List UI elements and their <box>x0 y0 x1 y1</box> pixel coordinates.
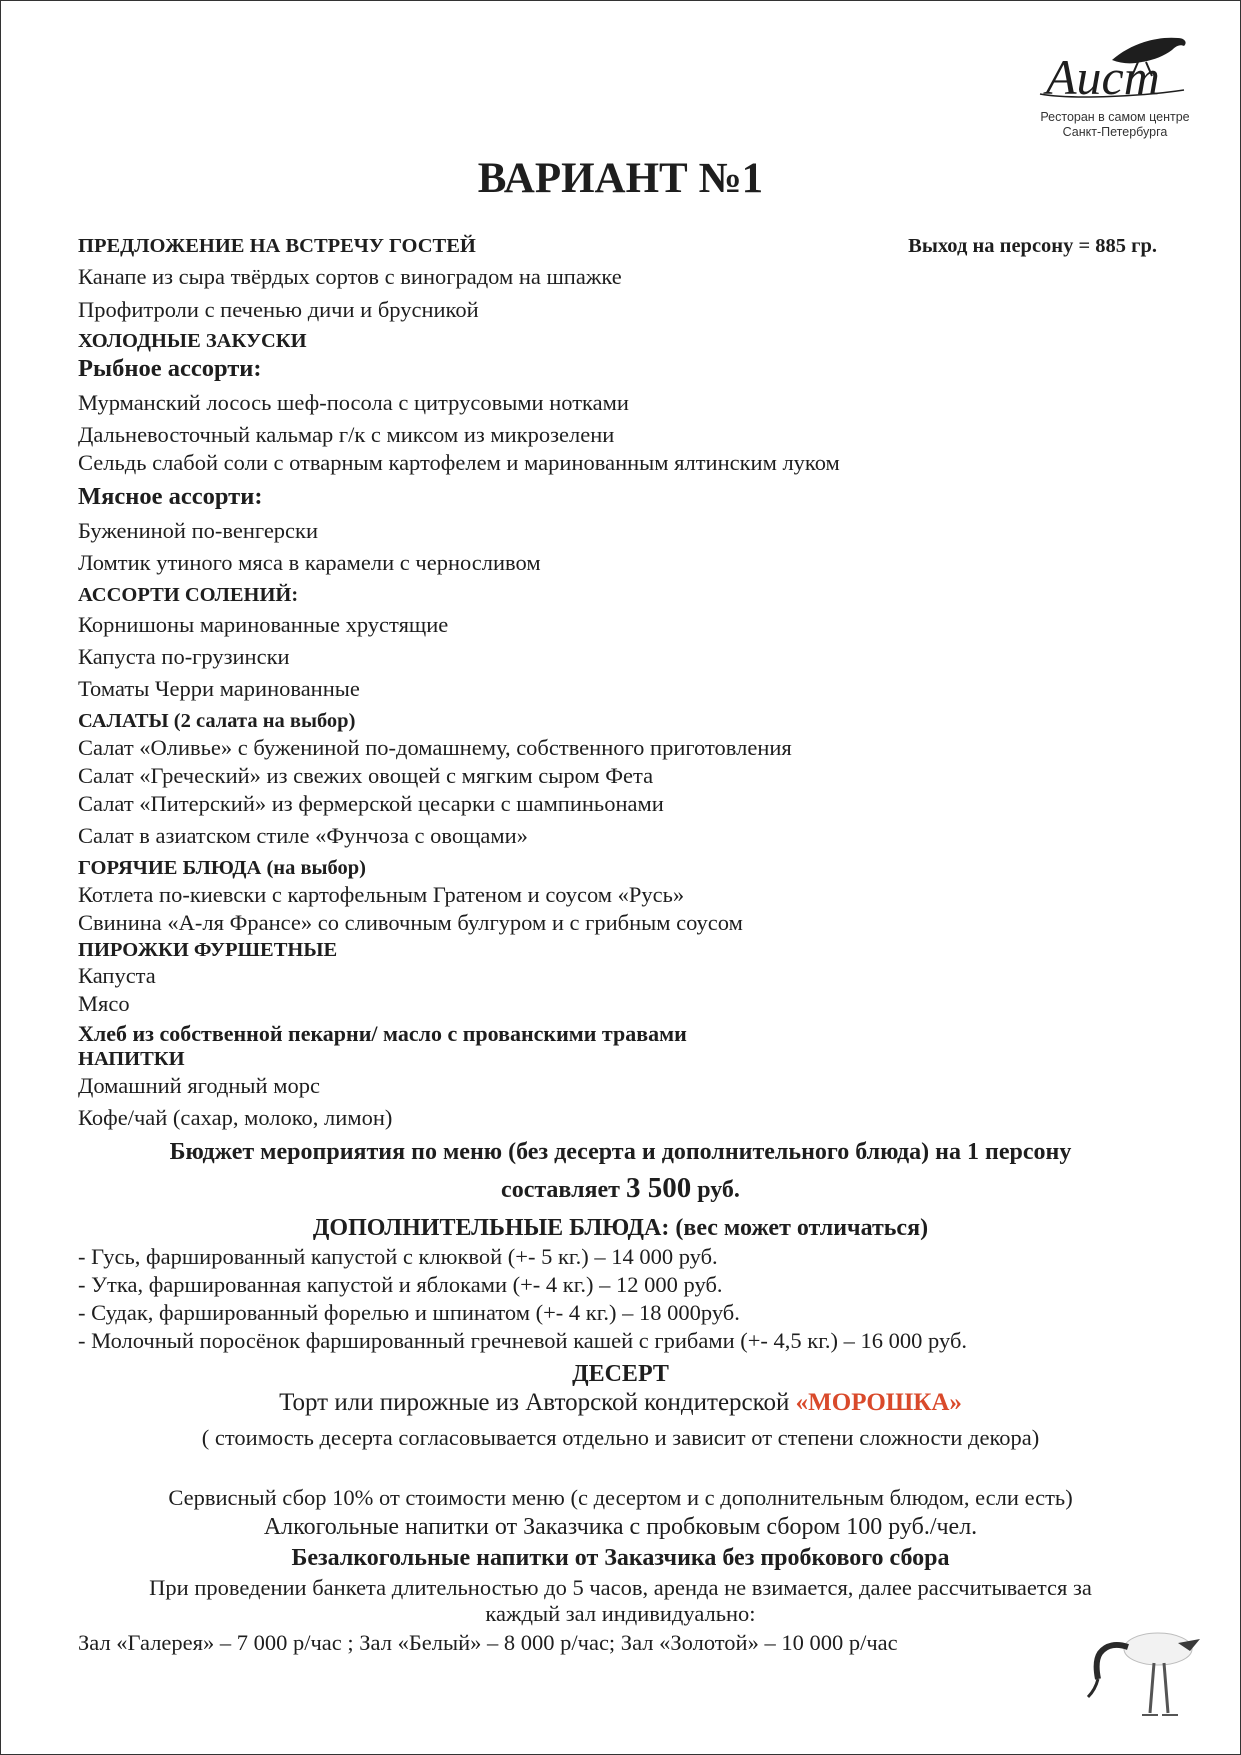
extra-item: - Утка, фаршированная капустой и яблоками (+- 4 кг.) – 12 000 руб. <box>78 1272 723 1297</box>
menu-item: Котлета по-киевски с картофельным Гратеном и соусом «Русь» <box>78 882 685 907</box>
budget-currency: руб. <box>697 1177 740 1203</box>
budget-amount: 3 500 <box>625 1172 692 1204</box>
hall-prices: Зал «Галерея» – 7 000 р/час ; Зал «Белый» – 8 000 р/час; Зал «Золотой» – 10 000 р/час <box>78 1630 898 1655</box>
soft-drinks-terms: Безалкогольные напитки от Заказчика без пробкового сбора <box>291 1545 950 1571</box>
pies-heading: ПИРОЖКИ ФУРШЕТНЫЕ <box>78 939 338 961</box>
cold-heading: ХОЛОДНЫЕ ЗАКУСКИ <box>78 330 307 352</box>
menu-item: Томаты Черри маринованные <box>78 676 360 701</box>
menu-item: Капуста по-грузински <box>78 644 290 669</box>
budget-line-2 <box>0 1174 1241 1204</box>
extra-heading: ДОПОЛНИТЕЛЬНЫЕ БЛЮДА: (вес может отличаться) <box>312 1215 929 1241</box>
bread-heading: Хлеб из собственной пекарни/ масло с прованскими травами <box>78 1021 687 1046</box>
alcohol-terms: Алкогольные напитки от Заказчика с пробковым сбором 100 руб./чел. <box>263 1514 978 1540</box>
stork-illustration-icon <box>1078 1625 1208 1720</box>
rent-terms-2: каждый зал индивидуально: <box>485 1601 756 1626</box>
menu-item: Мурманский лосось шеф-посола с цитрусовыми нотками <box>78 390 629 415</box>
menu-item: Дальневосточный кальмар г/к с миксом из микрозелени <box>78 422 615 447</box>
menu-item: Кофе/чай (сахар, молоко, лимон) <box>78 1105 393 1130</box>
budget-line-1: Бюджет мероприятия по меню (без десерта и дополнительного блюда) на 1 персону <box>169 1139 1072 1165</box>
menu-item: Сельдь слабой соли с отварным картофелем и маринованным ялтинским луком <box>78 450 840 475</box>
dessert-note: ( стоимость десерта согласовывается отдельно и зависит от степени сложности декора) <box>201 1425 1040 1450</box>
menu-item: Канапе из сыра твёрдых сортов с виноградом на шпажке <box>78 264 622 289</box>
extra-item: - Молочный поросёнок фаршированный гречневой кашей с грибами (+- 4,5 кг.) – 16 000 руб. <box>78 1328 968 1353</box>
menu-item: Свинина «А-ля Франсе» со сливочным булгуром и с грибным соусом <box>78 910 743 935</box>
menu-item: Домашний ягодный морс <box>78 1073 320 1098</box>
dessert-heading: ДЕСЕРТ <box>572 1361 669 1387</box>
stork-logo-icon <box>1034 30 1194 102</box>
drinks-heading: НАПИТКИ <box>78 1048 185 1070</box>
fish-heading: Рыбное ассорти: <box>78 355 262 382</box>
salads-heading: САЛАТЫ (2 салата на выбор) <box>78 710 356 732</box>
pickles-heading: АССОРТИ СОЛЕНИЙ: <box>78 584 299 606</box>
budget-prefix: составляет <box>501 1177 620 1203</box>
dessert-text: Торт или пирожные из Авторской кондитерской <box>279 1389 790 1416</box>
menu-item: Бужениной по-венгерски <box>78 518 319 543</box>
menu-item: Капуста <box>78 963 156 988</box>
rent-terms-1: При проведении банкета длительностью до 5 часов, аренда не взимается, далее рассчитывается за <box>149 1575 1092 1600</box>
dessert-line <box>0 1388 1241 1418</box>
page-title: ВАРИАНТ №1 <box>477 155 764 202</box>
menu-item: Салат в азиатском стиле «Фунчоза с овощами» <box>78 823 528 848</box>
extra-item: - Гусь, фаршированный капустой с клюквой (+- 5 кг.) – 14 000 руб. <box>78 1244 718 1269</box>
menu-item: Мясо <box>78 991 130 1016</box>
welcome-heading: ПРЕДЛОЖЕНИЕ НА ВСТРЕЧУ ГОСТЕЙ <box>78 235 476 257</box>
hot-heading: ГОРЯЧИЕ БЛЮДА (на выбор) <box>78 857 367 879</box>
menu-item: Ломтик утиного мяса в карамели с черносливом <box>78 550 541 575</box>
extra-item: - Судак, фаршированный форелью и шпинатом (+- 4 кг.) – 18 000руб. <box>78 1300 740 1325</box>
yield-per-person: Выход на персону = 885 гр. <box>908 235 1157 257</box>
meat-heading: Мясное ассорти: <box>78 483 263 510</box>
menu-item: Профитроли с печенью дичи и брусникой <box>78 297 479 322</box>
menu-item: Салат «Оливье» с бужениной по-домашнему, собственного приготовления <box>78 735 792 760</box>
dessert-brand: «МОРОШКА» <box>795 1389 962 1416</box>
logo-tagline-2: Санкт-Петербурга <box>1062 125 1168 139</box>
menu-item: Салат «Греческий» из свежих овощей с мягким сыром Фета <box>78 763 654 788</box>
logo-tagline-1: Ресторан в самом центре <box>1040 110 1190 124</box>
menu-item: Салат «Питерский» из фермерской цесарки с шампиньонами <box>78 791 664 816</box>
restaurant-logo <box>1020 30 1210 145</box>
service-fee: Сервисный сбор 10% от стоимости меню (с десертом и с дополнительным блюдом, если есть) <box>168 1485 1073 1510</box>
logo-wordmark: Аист <box>1046 49 1160 102</box>
menu-item: Корнишоны маринованные хрустящие <box>78 612 449 637</box>
